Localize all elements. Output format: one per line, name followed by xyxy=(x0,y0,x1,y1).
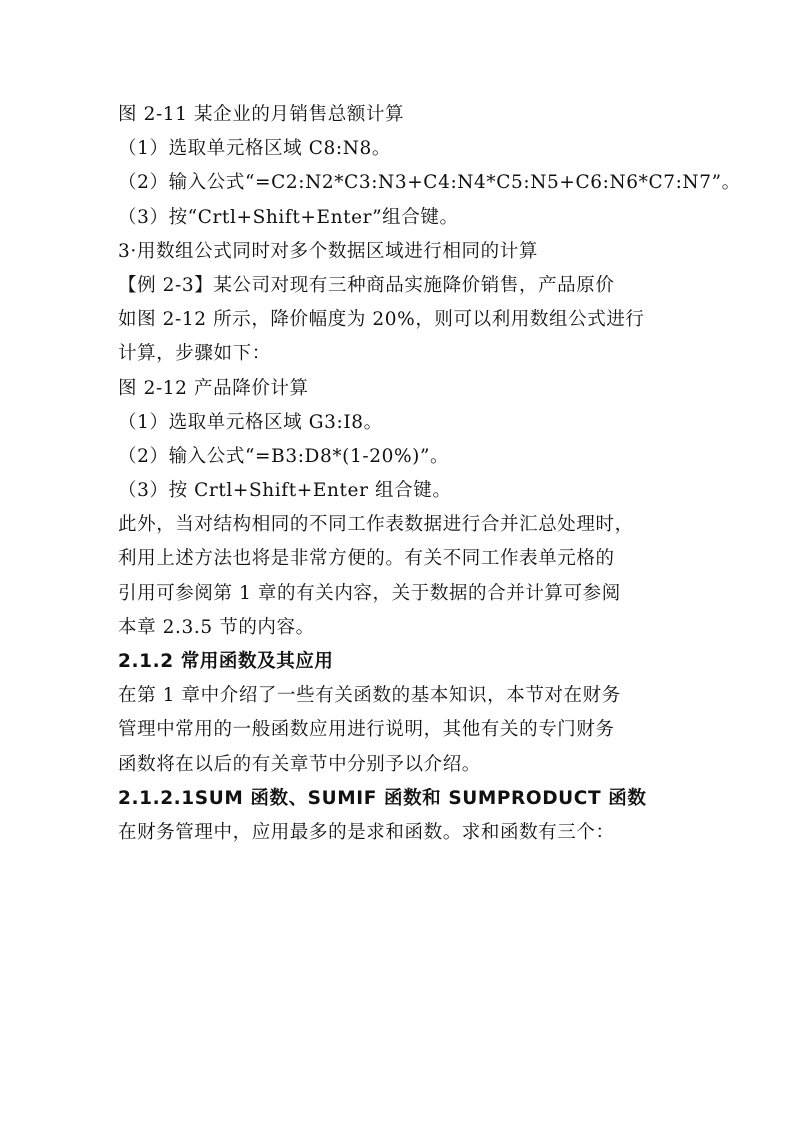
step-3-press-keys: （3）按“Crtl+Shift+Enter”组合键。 xyxy=(118,206,459,228)
paragraph-functions-line-3: 函数将在以后的有关章节中分别予以介绍。 xyxy=(118,753,481,775)
section-heading-2-1-2: 2.1.2 常用函数及其应用 xyxy=(118,651,334,672)
paragraph-line-1: 此外，当对结构相同的不同工作表数据进行合并汇总处理时， xyxy=(118,514,634,536)
figure-caption-2-12: 图 2-12 产品降价计算 xyxy=(118,377,309,399)
step-1-select-range-g3-i8: （1）选取单元格区域 G3:I8。 xyxy=(118,411,383,433)
example-2-3-line-1: 【例 2-3】某公司对现有三种商品实施降价销售，产品原价 xyxy=(118,274,615,296)
step-3-press-key-combo: （3）按 Crtl+Shift+Enter 组合键。 xyxy=(118,480,452,502)
step-1-select-range: （1）选取单元格区域 C8:N8。 xyxy=(118,138,391,160)
paragraph-line-4: 本章 2.3.5 节的内容。 xyxy=(118,616,315,638)
document-body xyxy=(118,98,741,850)
figure-caption-2-11: 图 2-11 某企业的月销售总额计算 xyxy=(118,104,405,125)
paragraph-functions-line-2: 管理中常用的一般函数应用进行说明，其他有关的专门财务 xyxy=(118,719,615,741)
paragraph-sum-line-1: 在财务管理中，应用最多的是求和函数。求和函数有三个： xyxy=(118,821,615,843)
paragraph-functions-line-1: 在第 1 章中介绍了一些有关函数的基本知识，本节对在财务 xyxy=(118,685,621,707)
example-2-3-line-2: 如图 2-12 所示，降价幅度为 20%，则可以利用数组公式进行 xyxy=(118,309,645,331)
step-2-enter-discount-formula: （2）输入公式“=B3:D8*(1-20%)”。 xyxy=(118,445,450,467)
paragraph-line-3: 引用可参阅第 1 章的有关内容，关于数据的合并计算可参阅 xyxy=(118,582,621,604)
example-2-3-line-3: 计算，步骤如下： xyxy=(118,343,271,365)
paragraph-line-2: 利用上述方法也将是非常方便的。有关不同工作表单元格的 xyxy=(118,548,615,570)
section-heading-2-1-2-1: 2.1.2.1SUM 函数、SUMIF 函数和 SUMPRODUCT 函数 xyxy=(118,787,647,809)
section-heading-3: 3·用数组公式同时对多个数据区域进行相同的计算 xyxy=(118,240,538,262)
step-2-enter-formula: （2）输入公式“=C2:N2*C3:N3+C4:N4*C5:N5+C6:N6*C7:N7”。 xyxy=(118,172,741,194)
